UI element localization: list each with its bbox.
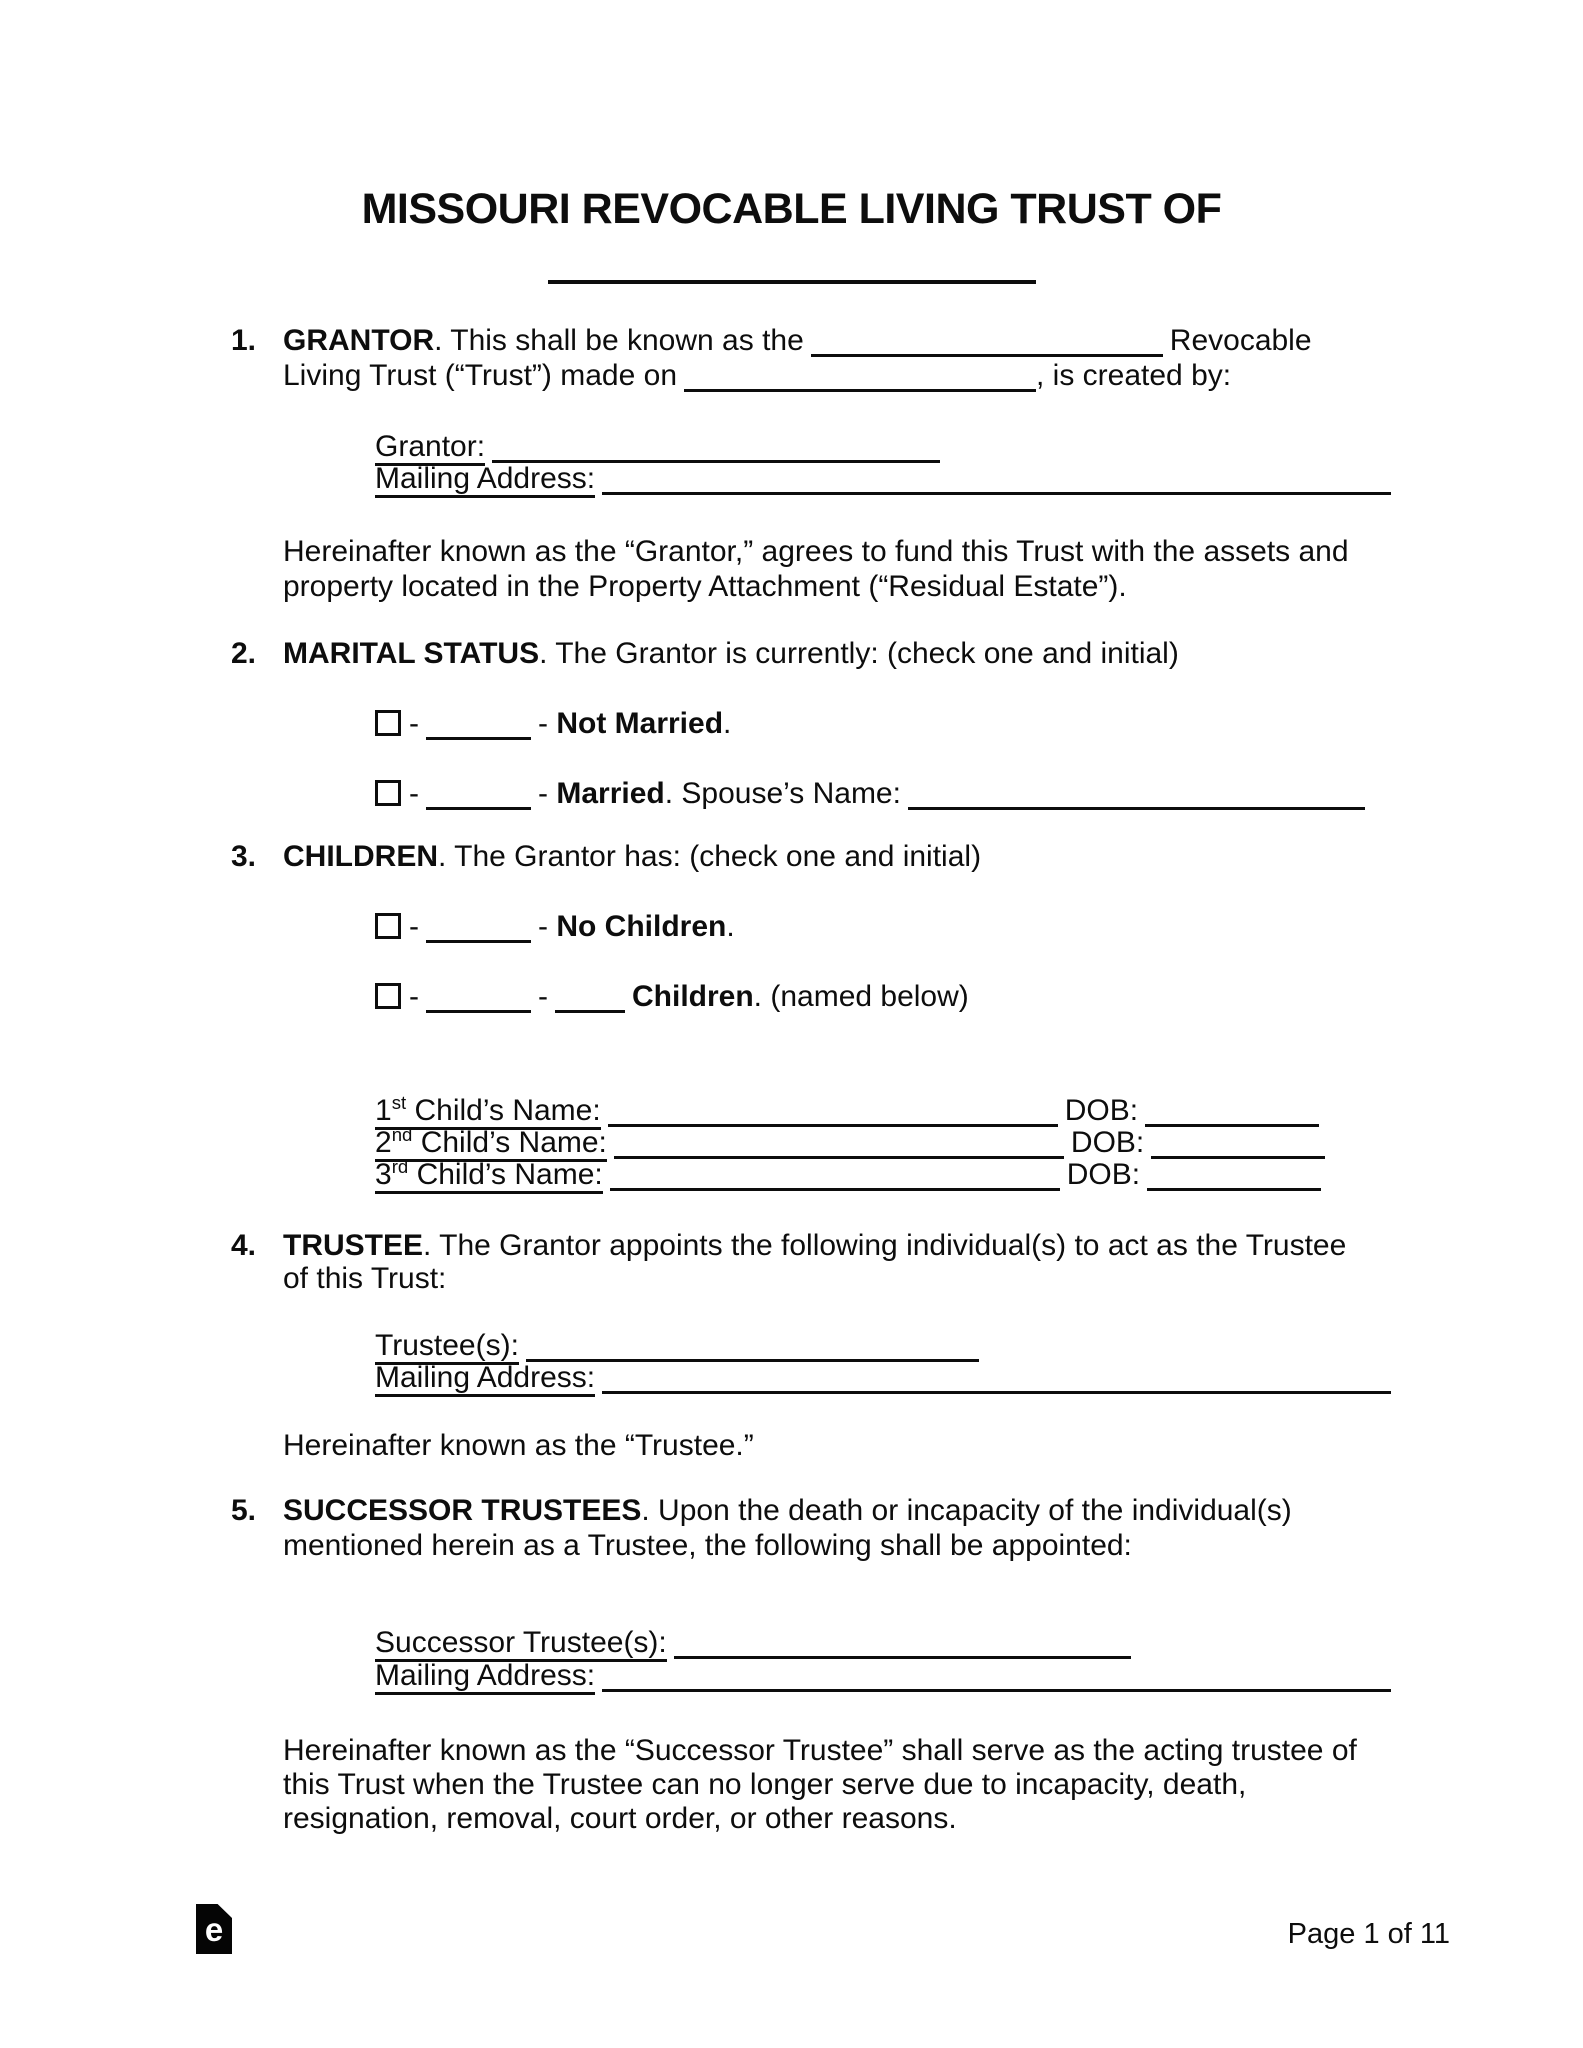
trust-date-field[interactable] [684, 389, 1036, 392]
section-1-number: 1. [231, 324, 257, 357]
eforms-logo-icon [196, 1904, 232, 1954]
no-children-tail: . [726, 910, 735, 943]
section-2-heading: MARITAL STATUS [283, 637, 540, 670]
children-none-checkbox[interactable] [375, 913, 401, 939]
section-1-text-2-tail: , is created by: [1036, 359, 1232, 392]
child-2-label: 2nd Child’s Name: [375, 1126, 607, 1162]
section-1-paragraph-line-1: Hereinafter known as the “Grantor,” agrees to fund this Trust with the assets and [283, 535, 1349, 568]
children-count-field[interactable] [555, 1010, 625, 1013]
grantor-mailing-row [375, 461, 1398, 496]
child-1-label: 1st Child’s Name: [375, 1094, 601, 1130]
child-1-dob-label: DOB: [1064, 1094, 1139, 1127]
section-3-heading-line [231, 839, 981, 874]
trustee-row [375, 1328, 986, 1363]
no-children-label: No Children [556, 910, 727, 943]
child-3-dob-label: DOB: [1066, 1158, 1141, 1191]
section-1-heading: GRANTOR [283, 324, 435, 357]
children-tail: . (named below) [753, 980, 969, 1013]
section-4-paragraph: Hereinafter known as the “Trustee.” [283, 1429, 754, 1462]
marital-not-married-row [375, 706, 731, 741]
no-children-initials-field[interactable] [426, 940, 531, 943]
children-none-row [375, 909, 735, 944]
child-3-name-field[interactable] [610, 1188, 1060, 1191]
marital-not-married-checkbox[interactable] [375, 710, 401, 736]
child-3-label: 3rd Child’s Name: [375, 1158, 603, 1194]
successor-mailing-field[interactable] [602, 1689, 1391, 1692]
trustee-label: Trustee(s): [375, 1329, 519, 1365]
trustee-mailing-label: Mailing Address: [375, 1361, 595, 1397]
section-1-line-1 [231, 323, 1312, 358]
spouse-name-field[interactable] [908, 807, 1365, 810]
section-4-line-2: of this Trust: [283, 1262, 447, 1295]
section-4-line-1 [231, 1228, 1346, 1263]
successor-trustee-row [375, 1625, 1138, 1660]
section-1-line-2 [283, 358, 1231, 393]
section-5-heading: SUCCESSOR TRUSTEES [283, 1494, 642, 1527]
successor-mailing-row [375, 1658, 1398, 1693]
married-tail: . Spouse’s Name: [664, 777, 901, 810]
section-5-text: . Upon the death or incapacity of the individual(s) [641, 1494, 1292, 1527]
section-5-paragraph-line-1: Hereinafter known as the “Successor Trustee” shall serve as the acting trustee of [283, 1734, 1357, 1767]
grantor-row [375, 429, 947, 464]
section-3-heading: CHILDREN [283, 840, 438, 873]
section-3-number: 3. [231, 840, 257, 873]
marital-married-checkbox[interactable] [375, 780, 401, 806]
marital-married-row [375, 776, 1372, 811]
section-1-text-tail: Revocable [1169, 324, 1312, 357]
logo-letter: e [204, 1911, 224, 1948]
grantor-mailing-field[interactable] [602, 492, 1391, 495]
successor-trustee-label: Successor Trustee(s): [375, 1626, 667, 1662]
section-2-text: . The Grantor is currently: (check one and initial) [539, 637, 1179, 670]
married-initials-field[interactable] [426, 807, 531, 810]
children-have-checkbox[interactable] [375, 983, 401, 1009]
section-2-number: 2. [231, 637, 257, 670]
grantor-mailing-label: Mailing Address: [375, 462, 595, 498]
section-1-text: . This shall be known as the [434, 324, 804, 357]
dash: - [538, 707, 548, 740]
not-married-tail: . [723, 707, 732, 740]
successor-mailing-label: Mailing Address: [375, 1659, 595, 1695]
child-1-row [375, 1093, 1326, 1128]
trust-name-title-field[interactable] [548, 252, 1036, 284]
children-initials-field[interactable] [426, 1010, 531, 1013]
section-5-number: 5. [231, 1494, 257, 1527]
section-1-text-2: Living Trust (“Trust”) made on [283, 359, 677, 392]
trust-name-field[interactable] [811, 354, 1163, 357]
not-married-label: Not Married [556, 707, 724, 740]
section-5-paragraph-line-3: resignation, removal, court order, or other reasons. [283, 1802, 957, 1835]
section-5-line-2: mentioned herein as a Trustee, the following shall be appointed: [283, 1529, 1132, 1562]
child-3-dob-field[interactable] [1147, 1188, 1321, 1191]
dash: - [538, 980, 548, 1013]
children-have-row [375, 979, 969, 1014]
section-4-text: . The Grantor appoints the following individual(s) to act as the Trustee [423, 1229, 1347, 1262]
dash: - [538, 910, 548, 943]
section-5-line-1 [231, 1493, 1292, 1528]
section-3-text: . The Grantor has: (check one and initial) [438, 840, 982, 873]
dash: - [409, 910, 419, 943]
page-number: Page 1 of 11 [1287, 1918, 1450, 1950]
not-married-initials-field[interactable] [426, 737, 531, 740]
child-2-dob-label: DOB: [1070, 1126, 1145, 1159]
child-2-row [375, 1125, 1332, 1160]
section-1-paragraph-line-2: property located in the Property Attachment (“Residual Estate”). [283, 570, 1127, 603]
children-label: Children [632, 980, 754, 1013]
section-4-heading: TRUSTEE [283, 1229, 424, 1262]
dash: - [409, 777, 419, 810]
dash: - [538, 777, 548, 810]
dash: - [409, 980, 419, 1013]
trustee-mailing-field[interactable] [602, 1391, 1391, 1394]
section-4-number: 4. [231, 1229, 257, 1262]
trustee-mailing-row [375, 1360, 1398, 1395]
married-label: Married [556, 777, 665, 810]
dash: - [409, 707, 419, 740]
page-title: MISSOURI REVOCABLE LIVING TRUST OF [361, 185, 1222, 233]
section-5-paragraph-line-2: this Trust when the Trustee can no longer serve due to incapacity, death, [283, 1768, 1247, 1801]
grantor-label: Grantor: [375, 430, 485, 466]
child-3-row [375, 1157, 1328, 1192]
section-2-heading-line [231, 636, 1179, 671]
